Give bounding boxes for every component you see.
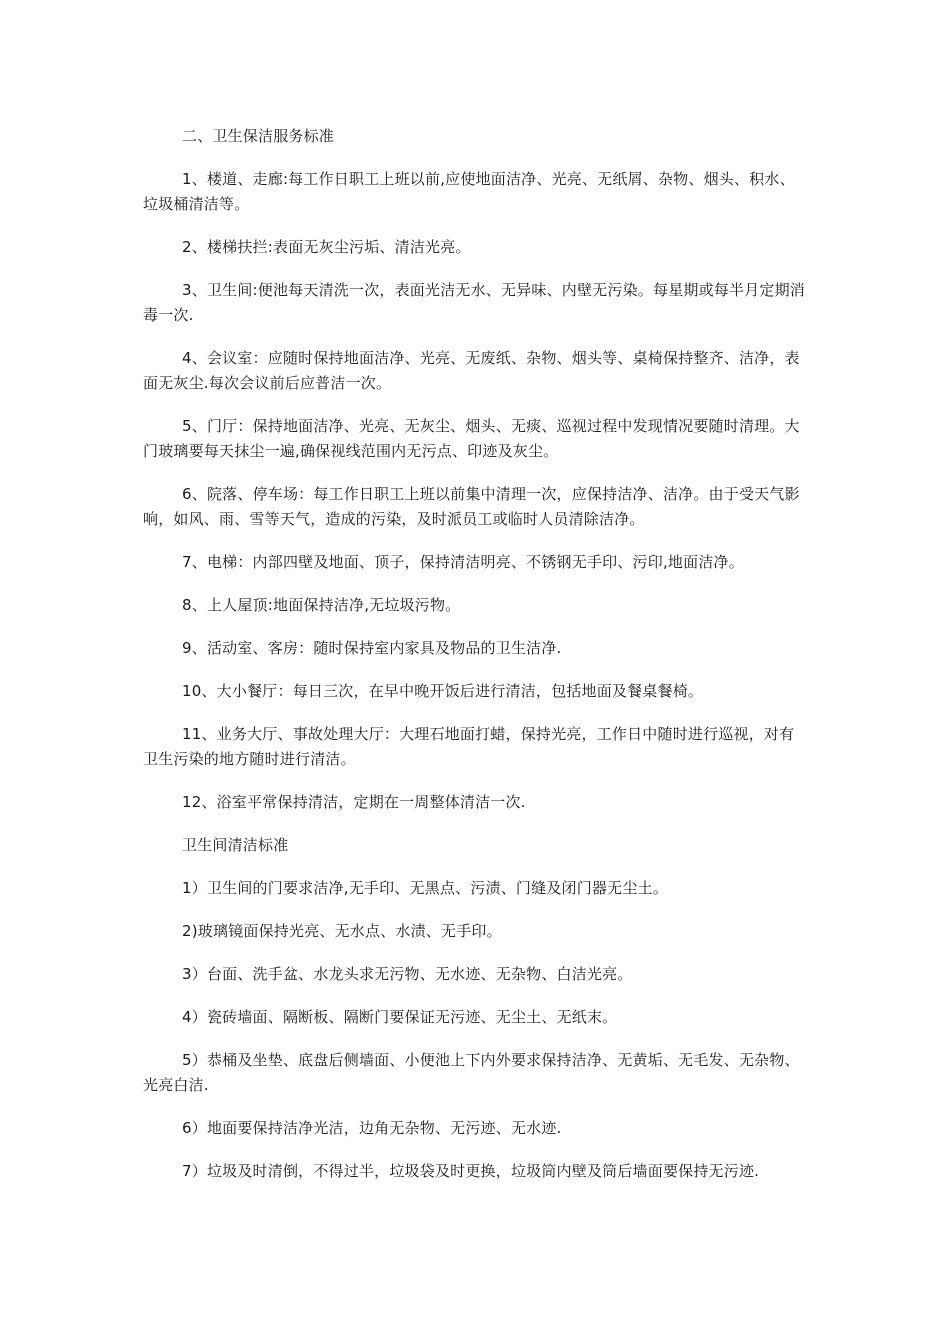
document-body (143, 124, 805, 1202)
restroom-item-4: 4）瓷砖墙面、隔断板、隔断门要保证无污迹、无尘土、无纸末。 (182, 1008, 618, 1026)
standard-item-2: 2、楼梯扶拦:表面无灰尘污垢、清洁光亮。 (182, 238, 471, 256)
standard-item-8: 8、上人屋顶:地面保持洁净,无垃圾污物。 (182, 596, 461, 614)
standard-item-11: 11、业务大厅、事故处理大厅：大理石地面打蜡，保持光亮，工作日中随时进行巡视，对有卫生污染的地方随时进行清洁。 (143, 725, 795, 768)
standard-item-5: 5、门厅：保持地面洁净、光亮、无灰尘、烟头、无痰、巡视过程中发现情况要随时清理。大门玻璃要每天抹尘一遍,确保视线范围内无污点、印迹及灰尘。 (143, 417, 800, 460)
restroom-item-7: 7）垃圾及时清倒，不得过半，垃圾袋及时更换，垃圾筒内壁及筒后墙面要保持无污迹. (182, 1162, 760, 1180)
standard-item-7: 7、电梯：内部四壁及地面、顶子，保持清洁明亮、不锈钢无手印、污印,地面洁净。 (182, 553, 744, 571)
restroom-item-1: 1）卫生间的门要求洁净,无手印、无黑点、污渍、门缝及闭门器无尘土。 (182, 879, 668, 897)
section-heading: 二、卫生保洁服务标准 (182, 127, 335, 145)
standard-item-4: 4、会议室：应随时保持地面洁净、光亮、无废纸、杂物、烟头等、桌椅保持整齐、洁净，表面无灰尘.每次会议前后应普洁一次。 (143, 349, 800, 392)
subsection-heading: 卫生间清洁标准 (182, 836, 289, 854)
restroom-item-2: 2)玻璃镜面保持光亮、无水点、水渍、无手印。 (182, 922, 502, 940)
standard-item-10: 10、大小餐厅：每日三次，在早中晚开饭后进行清洁，包括地面及餐桌餐椅。 (182, 682, 704, 700)
restroom-item-3: 3）台面、洗手盆、水龙头求无污物、无水迹、无杂物、白洁光亮。 (182, 965, 633, 983)
restroom-item-5: 5）恭桶及坐垫、底盘后侧墙面、小便池上下内外要求保持洁净、无黄垢、无毛发、无杂物、光亮白洁. (143, 1051, 800, 1094)
standard-item-6: 6、院落、停车场：每工作日职工上班以前集中清理一次，应保持洁净、洁净。由于受天气影响，如风、雨、雪等天气，造成的污染，及时派员工或临时人员清除洁净。 (143, 485, 800, 528)
standard-item-9: 9、活动室、客房：随时保持室内家具及物品的卫生洁净. (182, 639, 562, 657)
restroom-item-6: 6）地面要保持洁净光洁，边角无杂物、无污迹、无水迹. (182, 1119, 562, 1137)
standard-item-1: 1、楼道、走廊:每工作日职工上班以前,应使地面洁净、光亮、无纸屑、杂物、烟头、积水、垃圾桶清洁等。 (143, 170, 795, 213)
standard-item-3: 3、卫生间:便池每天清洗一次，表面光洁无水、无异味、内壁无污染。每星期或每半月定期消毒一次. (143, 281, 806, 324)
standard-item-12: 12、浴室平常保持清洁，定期在一周整体清洁一次. (182, 793, 526, 811)
